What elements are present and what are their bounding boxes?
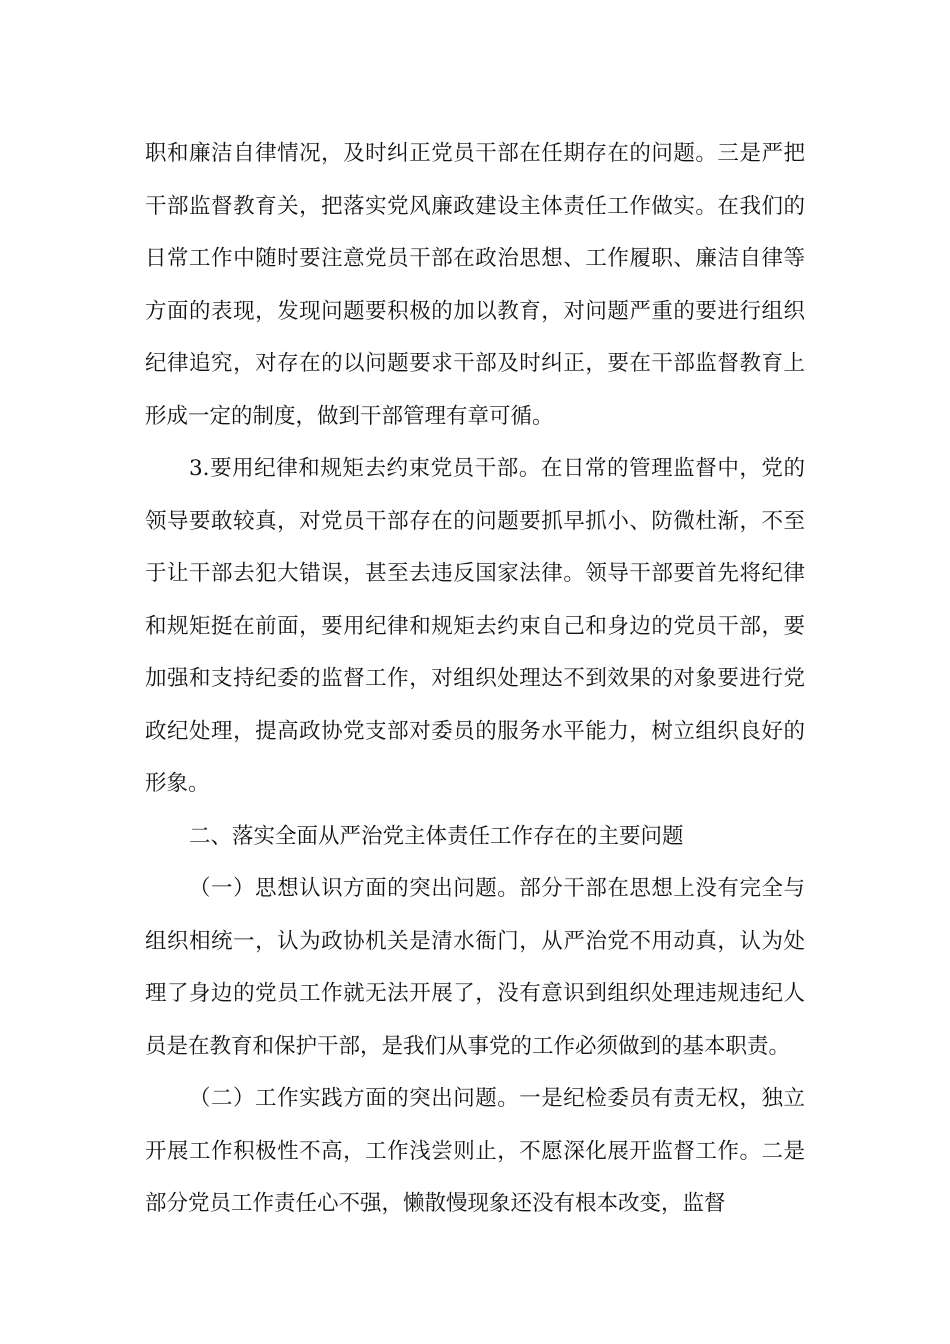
paragraph-discipline-rules: 3.要用纪律和规矩去约束党员干部。在日常的管理监督中，党的领导要敢较真，对党员干部存在的问题要抓早抓小、防微杜渐，不至于让干部去犯大错误，甚至去违反国家法律。领导干部要首先将纪律和规矩挺在前面，要用纪律和规矩去约束自己和身边的党员干部，要加强和支持纪委的监督工作，对组织处理达不到效果的对象要进行党政纪处理，提高政协党支部对委员的服务水平能力，树立组织良好的形象。 — [145, 456, 805, 796]
section-heading-main-problems: 二、落实全面从严治党主体责任工作存在的主要问题 — [189, 823, 684, 849]
paragraph-ideological-problems: （一）思想认识方面的突出问题。部分干部在思想上没有完全与组织相统一，认为政协机关是清水衙门，从严治党不用动真，认为处理了身边的党员工作就无法开展了，没有意识到组织处理违规违纪人员是在教育和保护干部，是我们从事党的工作必须做到的基本职责。 — [145, 876, 805, 1059]
paragraph-practical-problems: （二）工作实践方面的突出问题。一是纪检委员有责无权，独立开展工作积极性不高，工作浅尝则止，不愿深化展开监督工作。二是部分党员工作责任心不强，懒散慢现象还没有根本改变，监督 — [145, 1086, 805, 1216]
paragraph-continuation: 职和廉洁自律情况，及时纠正党员干部在任期存在的问题。三是严把干部监督教育关，把落实党风廉政建设主体责任工作做实。在我们的日常工作中随时要注意党员干部在政治思想、工作履职、廉洁自律等方面的表现，发现问题要积极的加以教育，对问题严重的要进行组织纪律追究，对存在的以问题要求干部及时纠正，要在干部监督教育上形成一定的制度，做到干部管理有章可循。 — [145, 141, 805, 429]
document-page — [145, 128, 805, 1231]
